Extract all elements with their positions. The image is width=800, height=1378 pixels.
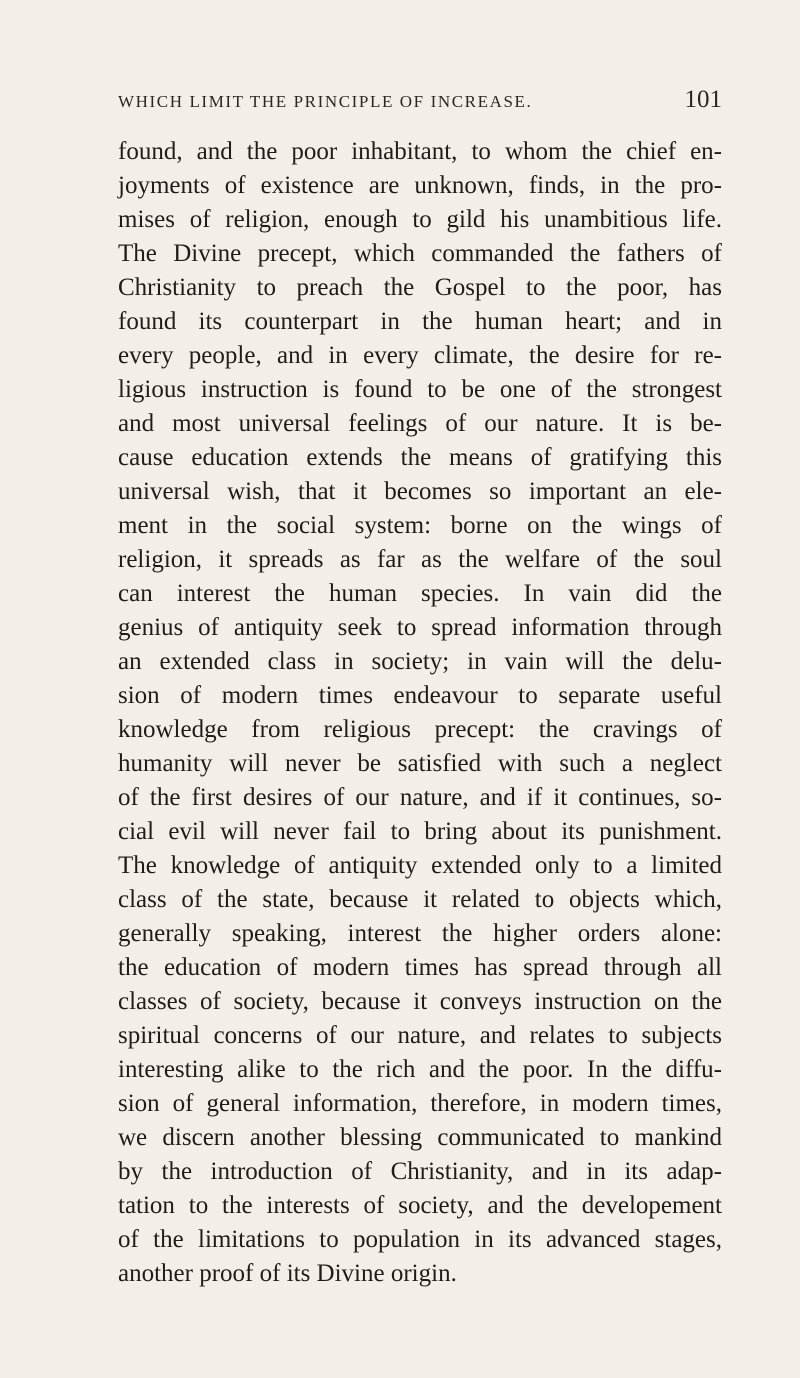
text-line: ment in the social system: borne on the wings of: [118, 512, 722, 539]
text-line: found its counterpart in the human heart; and in: [118, 308, 722, 335]
text-line: can interest the human species. In vain did the: [118, 580, 722, 607]
text-line: humanity will never be satisfied with such a neglect: [118, 750, 722, 777]
text-line: an extended class in society; in vain will the delu-: [118, 648, 722, 675]
text-line: universal wish, that it becomes so important an ele-: [118, 478, 722, 505]
text-line: of the first desires of our nature, and if it continues, so-: [118, 784, 722, 811]
text-line: The knowledge of antiquity extended only to a limited: [118, 852, 722, 879]
text-line: cial evil will never fail to bring about its punishment.: [118, 818, 722, 845]
text-line: ligious instruction is found to be one of the strongest: [118, 376, 722, 403]
text-line: The Divine precept, which commanded the fathers of: [118, 240, 722, 267]
text-line: every people, and in every climate, the desire for re-: [118, 342, 722, 369]
text-line: spiritual concerns of our nature, and relates to subjects: [118, 1022, 722, 1049]
text-line: cause education extends the means of gratifying this: [118, 444, 722, 471]
running-head: [118, 86, 722, 126]
text-line: joyments of existence are unknown, finds, in the pro-: [118, 172, 722, 199]
text-line: classes of society, because it conveys instruction on the: [118, 988, 722, 1015]
text-line: mises of religion, enough to gild his unambitious life.: [118, 206, 722, 233]
text-line: generally speaking, interest the higher orders alone:: [118, 920, 722, 947]
text-line: found, and the poor inhabitant, to whom the chief en-: [118, 138, 722, 165]
text-line: interesting alike to the rich and the poor. In the diffu-: [118, 1056, 722, 1083]
page-number: 101: [684, 86, 722, 113]
text-line: religion, it spreads as far as the welfare of the soul: [118, 546, 722, 573]
text-line: of the limitations to population in its advanced stages,: [118, 1226, 722, 1253]
text-line: knowledge from religious precept: the cravings of: [118, 716, 722, 743]
text-line: we discern another blessing communicated to mankind: [118, 1124, 722, 1151]
text-line: and most universal feelings of our nature. It is be-: [118, 410, 722, 437]
text-line: Christianity to preach the Gospel to the poor, has: [118, 274, 722, 301]
text-line: the education of modern times has spread through all: [118, 954, 722, 981]
text-line: by the introduction of Christianity, and in its adap-: [118, 1158, 722, 1185]
text-line: sion of modern times endeavour to separate useful: [118, 682, 722, 709]
text-line: genius of antiquity seek to spread information through: [118, 614, 722, 641]
text-line: tation to the interests of society, and the developement: [118, 1192, 722, 1219]
text-line: class of the state, because it related to objects which,: [118, 886, 722, 913]
running-title: WHICH LIMIT THE PRINCIPLE OF INCREASE.: [118, 92, 533, 111]
text-line-last: another proof of its Divine origin.: [118, 1260, 457, 1287]
text-line: sion of general information, therefore, in modern times,: [118, 1090, 722, 1117]
body-text: [118, 135, 722, 1291]
